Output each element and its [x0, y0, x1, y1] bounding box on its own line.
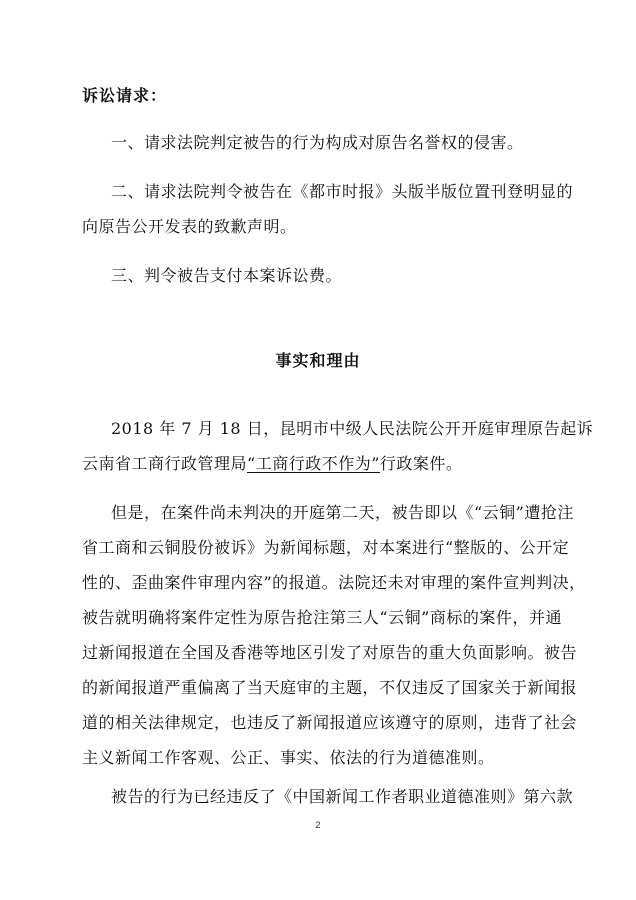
facts-para-2-line-5: 过新闻报道在全国及香港等地区引发了对原告的重大负面影响。被告	[82, 643, 578, 662]
case-type: 行政案件。	[379, 454, 463, 473]
facts-para-2-line-8: 主义新闻工作客观、公正、事实、依法的行为道德准则。	[82, 748, 495, 767]
facts-para-2-line-7: 道的相关法律规定，也违反了新闻报道应该遵守的原则，违背了社会	[82, 713, 578, 732]
claims-heading: 诉讼请求：	[82, 86, 168, 105]
facts-para-1-line-1: 2018 年 7 月 18 日，昆明市中级人民法院公开开庭审理原告起诉	[111, 419, 594, 438]
facts-para-3-line-1: 被告的行为已经违反了《中国新闻工作者职业道德准则》第六款	[111, 787, 574, 806]
facts-para-2-line-4: 被告就明确将案件定性为原告抢注第三人“云铜”商标的案件，并通	[82, 608, 562, 627]
claim-item-1: 一、请求法院判定被告的行为构成对原告名誉权的侵害。	[111, 133, 524, 152]
claim-item-2-line-2: 向原告公开发表的致歉声明。	[82, 217, 297, 236]
facts-heading: 事实和理由	[275, 351, 361, 370]
claim-item-2-line-1: 二、请求法院判令被告在《都市时报》头版半版位置刊登明显的	[111, 182, 574, 201]
facts-para-2-line-2: 省工商和云铜股份被诉》为新闻标题，对本案进行“整版的、公开定	[82, 538, 570, 557]
facts-para-1-line-2	[82, 453, 562, 475]
facts-para-2-line-6: 的新闻报道严重偏离了当天庭审的主题，不仅违反了国家关于新闻报	[82, 678, 578, 697]
underlined-case-name: “工商行政不作为”	[247, 454, 380, 473]
page-number: 2	[315, 820, 321, 830]
claim-item-3: 三、判令被告支付本案诉讼费。	[111, 266, 343, 285]
agency-name: 云南省工商行政管理局	[82, 454, 248, 473]
facts-para-2-line-1: 但是，在案件尚未判决的开庭第二天，被告即以《“云铜”遭抢注	[111, 503, 574, 522]
facts-para-2-line-3: 性的、歪曲案件审理内容”的报道。法院还未对审理的案件宣判判决，	[82, 573, 586, 592]
